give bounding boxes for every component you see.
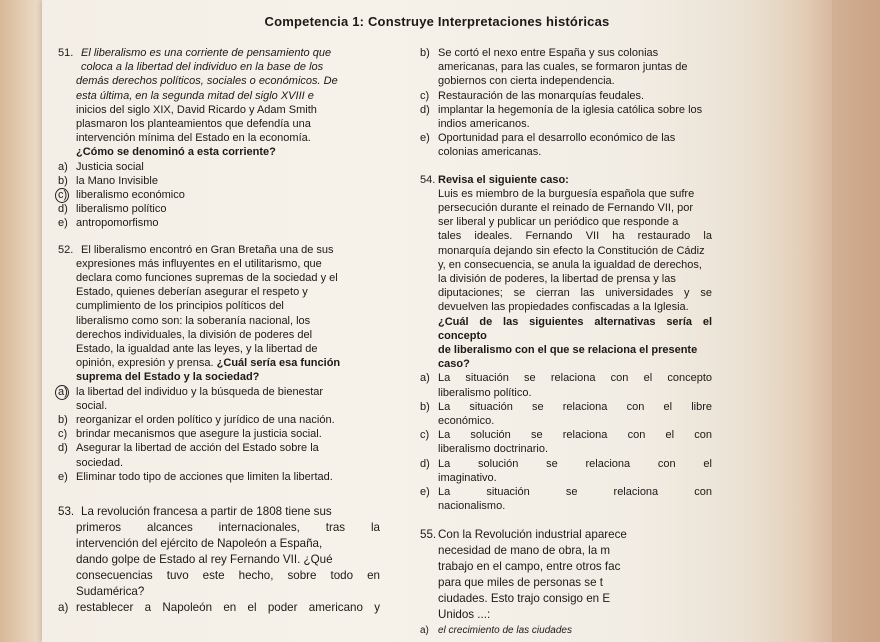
question-text-line: trabajo en el campo, entre otros fac [438,559,621,573]
option-continuation: liberalismo doctrinario. [438,443,549,456]
question-text-line: Estado, quienes deberían asegurar el respeto y [76,286,308,299]
question-text-line: La revolución francesa a partir de 1808 tiene sus [81,505,332,519]
question-text-line: intervención mínima del Estado en la economía. [76,132,311,145]
question-text-line: necesidad de mano de obra, la m [438,543,611,557]
question-52 [58,243,380,484]
question-text-line: esta última, en la segunda mitad del siglo XVIII e [76,89,314,102]
case-text-line: y, en consecuencia, se anula la igualdad de derechos, [438,258,702,271]
option-continuation: sociedad. [76,456,124,469]
left-column [58,46,380,616]
option-e[interactable]: e) antropomorfismo [58,217,159,230]
option-continuation: liberalismo político. [438,386,532,399]
question-text-line: opinión, expresión y prensa. ¿Cuál sería esa función [76,357,341,370]
option-d[interactable]: d) implantar la hegemonía de la iglesia católica sobre los [420,103,703,116]
question-text-line: cumplimiento de los principios políticos del [76,300,284,313]
case-text-line: diputaciones; se cierran las universidades y se [438,287,712,300]
option-continuation: económico. [438,415,495,428]
option-continuation: nacionalismo. [438,500,506,513]
question-text-line: coloca a la libertad del individuo en la base de los [81,61,324,74]
option-continuation: colonias americanas. [438,146,542,159]
option-a-selected[interactable]: a) la libertad del individuo y la búsqueda de bienestar [58,385,324,398]
question-53-continued [420,46,712,160]
option-d[interactable]: d) liberalismo político [58,203,167,216]
question-number: 54. [420,173,436,186]
case-text-line: tales ideales. Fernando VII ha restaurado la [438,230,712,243]
option-continuation: americanas, para las cuales, se formaron juntas de [438,61,688,74]
option-e[interactable]: e) La situación se relaciona con [420,486,712,499]
page-title: Competencia 1: Construye Interpretaciones históricas [264,14,610,29]
right-column [420,46,712,639]
question-text-line: ciudades. Esto trajo consigo en E [438,591,611,605]
question-prompt: ¿Cuál de las siguientes alternativas sería el concepto [438,315,712,342]
case-text-line: ser liberal y publicar un periódico que responde a [438,216,679,229]
question-text-line: derechos individuales, la división de poderes del [76,328,313,341]
case-text-line: Luis es miembro de la burguesía española que sufre [438,187,695,200]
question-text-line: inicios del siglo XIX, David Ricardo y Adam Smith [76,103,317,116]
option-a[interactable]: a) La situación se relaciona con el concepto [420,372,712,385]
option-c[interactable]: c) brindar mecanismos que asegure la justicia social. [58,428,322,441]
case-text-line: persecución durante el reinado de Fernando VII, por [438,202,693,215]
question-55 [420,527,712,639]
question-text-line: para que miles de personas se t [438,575,603,589]
question-text-line: Con la Revolución industrial aparece [438,527,627,541]
question-text-line: Sudamérica? [76,585,145,599]
question-text-line: Unidos ...: [438,607,491,621]
question-text-line: demás derechos políticos, sociales o económicos. De [76,75,338,88]
question-text-line: intervención del ejército de Napoleón a España, [76,537,323,551]
question-54 [420,173,712,514]
option-d[interactable]: d) La solución se relaciona con el [420,457,712,470]
option-continuation: indios americanos. [438,118,530,131]
question-prompt: suprema del Estado y la sociedad? [76,371,260,384]
question-number: 53. [58,505,75,519]
option-b[interactable]: b) La situación se relaciona con el libre [420,400,712,413]
option-c[interactable]: c) La solución se relaciona con el con [420,429,712,442]
question-text-line: expresiones más influyentes en el utilitarismo, que [76,257,322,270]
option-c[interactable]: c) Restauración de las monarquías feudales. [420,89,645,102]
option-a[interactable]: a) Justicia social [58,160,144,173]
option-b[interactable]: b) reorganizar el orden político y jurídico de una nación. [58,414,335,427]
question-text-line: primeros alcances internacionales, tras la [76,521,380,535]
question-53 [58,504,380,616]
question-text-line: Estado, la igualdad ante las leyes, y la libertad de [76,343,318,356]
question-text-line: liberalismo como son: la soberanía nacional, los [76,314,311,327]
option-e[interactable]: e) Oportunidad para el desarrollo económico de las [420,132,676,145]
question-text-line: plasmaron los planteamientos que defendía una [76,118,311,131]
option-b[interactable]: b) la Mano Invisible [58,174,158,187]
question-text-line: El liberalismo es una corriente de pensamiento que [81,47,332,59]
option-b[interactable]: b) Se cortó el nexo entre España y sus colonias [420,47,659,59]
question-text-line: consecuencias tuvo este hecho, sobre todo en [76,569,380,583]
question-prompt: caso? [438,358,470,371]
option-continuation: imaginativo. [438,471,497,484]
case-text-line: la división de poderes, la libertad de prensa y las [438,273,676,286]
option-d[interactable]: d) Asegurar la libertad de acción del Estado sobre la [58,442,319,455]
question-prompt: ¿Cuál sería esa función [216,357,341,370]
question-number: 51. [58,47,74,59]
option-e[interactable]: e) Eliminar todo tipo de acciones que limiten la libertad. [58,470,333,483]
question-prompt: de liberalismo con el que se relaciona el presente [438,344,698,357]
option-a[interactable]: a) restablecer a Napoleón en el poder americano y [58,601,380,615]
question-number: 52. [58,243,74,256]
case-heading: Revisa el siguiente caso: [438,173,569,186]
answer-circle-mark: c) [58,188,76,202]
case-text-line: devuelven las propiedades confiscadas a la Iglesia. [438,301,689,314]
option-a[interactable]: a) el crecimiento de las ciudades [420,624,572,636]
question-prompt: ¿Cómo se denominó a esta corriente? [76,146,276,159]
case-text-line: monarquía dejando sin efecto la Constitución de Cádiz [438,244,705,257]
option-c-selected[interactable]: c) liberalismo económico [58,189,185,202]
answer-circle-mark: a) [58,385,76,399]
option-continuation: social. [76,399,108,412]
question-text-line: El liberalismo encontró en Gran Bretaña una de sus [81,243,334,256]
question-text-line: dando golpe de Estado al rey Fernando VII. ¿Qué [76,553,333,567]
question-51 [58,46,380,231]
question-text-line: declara como funciones supremas de la sociedad y el [76,272,338,285]
option-continuation: gobiernos con cierta independencia. [438,75,615,88]
question-number: 55. [420,527,437,541]
